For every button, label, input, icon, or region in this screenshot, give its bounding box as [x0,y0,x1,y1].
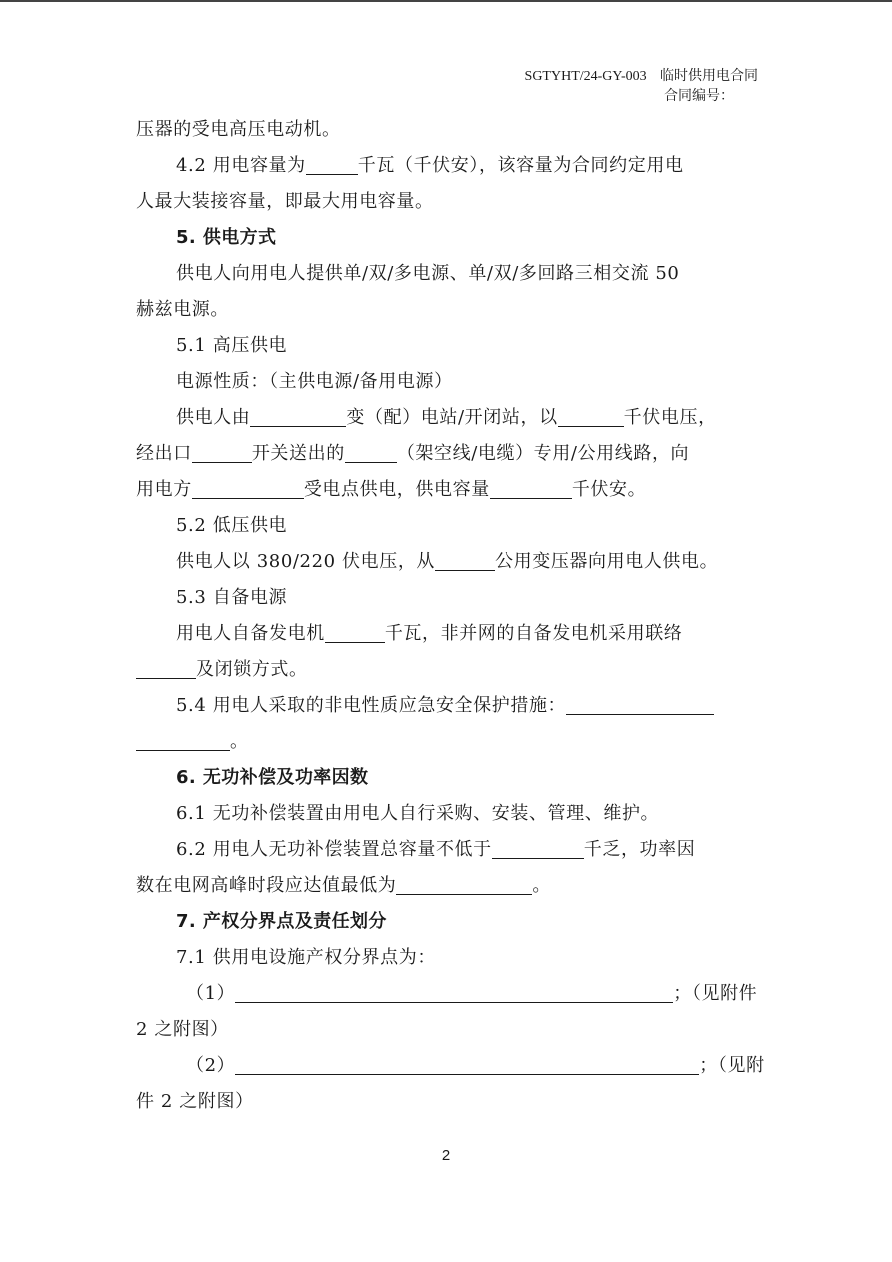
clause-6-2: 6.2 用电人无功补偿装置总容量不低于 千乏，功率因 [176,832,758,868]
page-header-title [525,66,758,87]
fill-blank[interactable] [396,872,532,895]
doc-title: 临时供用电合同 [660,68,758,84]
body-line: 。 [136,724,758,760]
subsection-5-1: 5.1 高压供电 [176,335,288,356]
body-line: 供电人由 变（配）电站/开闭站，以 千伏电压， [176,400,758,436]
body-line: 赫兹电源。 [136,299,229,320]
body-line: 用电人自备发电机 千瓦，非并网的自备发电机采用联络 [176,616,758,652]
clause-5-4: 5.4 用电人采取的非电性质应急安全保护措施： [176,688,758,724]
body-line: 压器的受电高压电动机。 [136,119,341,140]
body-line: 数在电网高峰时段应达值最低为 。 [136,868,758,904]
fill-blank[interactable] [306,152,358,175]
fill-blank[interactable] [492,836,584,859]
subsection-5-3: 5.3 自备电源 [176,587,288,608]
fill-blank[interactable] [136,728,230,751]
section-heading-5: 5. 供电方式 [176,227,277,248]
fill-blank[interactable] [566,692,714,715]
fill-blank[interactable] [345,440,397,463]
fill-blank[interactable] [558,404,624,427]
doc-code: SGTYHT/24-GY-003 [524,69,647,84]
body-line: 2 之附图） [136,1019,229,1040]
page-number: 2 [441,1147,451,1164]
top-border [0,0,892,2]
fill-blank[interactable] [250,404,346,427]
fill-blank[interactable] [192,440,252,463]
fill-blank[interactable] [136,656,196,679]
section-heading-6: 6. 无功补偿及功率因数 [176,767,369,788]
body-line: 用电方 受电点供电，供电容量 千伏安。 [136,472,758,508]
fill-blank[interactable] [235,980,673,1003]
body-line: 及闭锁方式。 [136,652,758,688]
fill-blank[interactable] [435,548,495,571]
contract-number-label: 合同编号： [664,88,734,104]
clause-7-1: 7.1 供用电设施产权分界点为： [176,947,436,968]
body-line: 经出口 开关送出的 （架空线/电缆）专用/公用线路，向 [136,436,758,472]
body-line: 电源性质：（主供电源/备用电源） [176,371,453,392]
body-line: 人最大装接容量，即最大用电容量。 [136,191,434,212]
subsection-5-2: 5.2 低压供电 [176,515,288,536]
fill-blank[interactable] [235,1052,699,1075]
fill-blank[interactable] [192,476,304,499]
body-line: 供电人以 380/220 伏电压，从 公用变压器向用电人供电。 [176,544,758,580]
fill-blank[interactable] [490,476,572,499]
body-line: 件 2 之附图） [136,1091,254,1112]
boundary-point-2: （2） ；（见附 [186,1048,758,1084]
body-line: 供电人向用电人提供单/双/多电源、单/双/多回路三相交流 50 [176,263,680,284]
boundary-point-1: （1） ；（见附件 [186,976,758,1012]
section-heading-7: 7. 产权分界点及责任划分 [176,911,387,932]
clause-4-2: 4.2 用电容量为 千瓦（千伏安），该容量为合同约定用电 [176,148,758,184]
clause-6-1: 6.1 无功补偿装置由用电人自行采购、安装、管理、维护。 [176,803,660,824]
fill-blank[interactable] [325,620,385,643]
